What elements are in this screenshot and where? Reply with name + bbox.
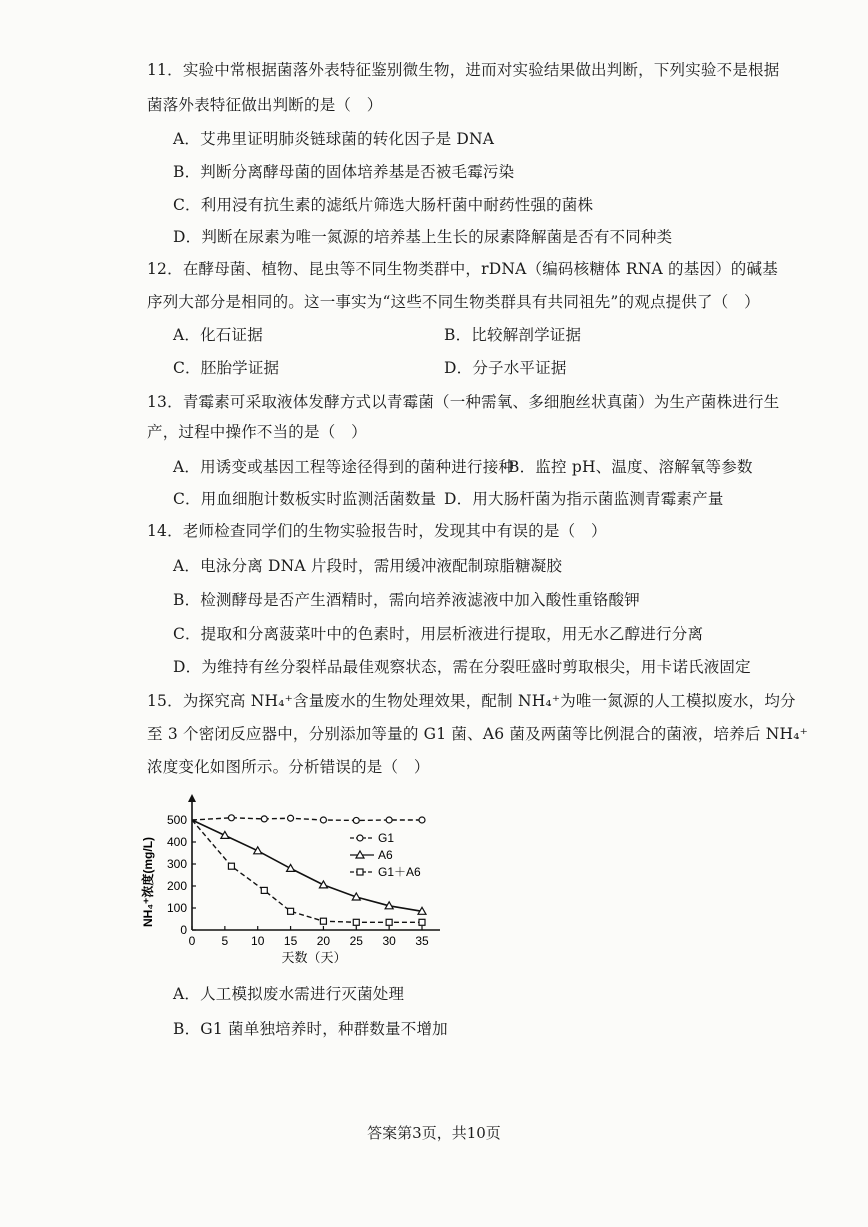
q13-option-a: A．用诱变或基因工程等途径得到的菌种进行接种 [173, 458, 515, 476]
q13-stem-line2: 产，过程中操作不当的是（ ） [147, 423, 367, 441]
q14-option-b: B．检测酵母是否产生酒精时，需向培养液滤液中加入酸性重铬酸钾 [173, 591, 640, 609]
data-point-triangle [319, 881, 327, 888]
data-point-circle [419, 817, 425, 823]
q12-option-c: C．胚胎学证据 [173, 359, 280, 377]
nh4-concentration-chart [140, 792, 460, 972]
chart-x-axis-label: 天数（天） [281, 951, 347, 966]
data-point-square [419, 919, 425, 925]
data-point-triangle [287, 864, 295, 871]
q12-option-d: D．分子水平证据 [444, 359, 567, 377]
q11-option-a: A．艾弗里证明肺炎链球菌的转化因子是 DNA [173, 130, 495, 148]
q15-option-a: A．人工模拟废水需进行灭菌处理 [173, 985, 405, 1003]
q15-stem-line1: 15．为探究高 NH₄⁺含量废水的生物处理效果，配制 NH₄⁺为唯一氮源的人工模拟废水，均分 [147, 692, 796, 710]
q13-option-b: B．监控 pH、温度、溶解氧等参数 [508, 458, 753, 476]
x-tick-label: 30 [382, 934, 396, 948]
chart-y-axis-label: NH₄⁺浓度(mg/L) [141, 836, 155, 928]
data-point-square [261, 887, 267, 893]
q14-option-c: C．提取和分离菠菜叶中的色素时，用层析液进行提取，用无水乙醇进行分离 [173, 625, 704, 643]
data-point-square [353, 919, 359, 925]
series-0 [192, 815, 425, 824]
data-point-circle [320, 817, 326, 823]
q15-option-b: B．G1 菌单独培养时，种群数量不增加 [173, 1020, 448, 1038]
y-axis-arrow [188, 794, 196, 802]
chart-legend [350, 831, 421, 879]
q11-stem-line2: 菌落外表特征做出判断的是（ ） [147, 96, 383, 114]
q11-stem-line1: 11．实验中常根据菌落外表特征鉴别微生物，进而对实验结果做出判断，下列实验不是根据 [147, 61, 780, 79]
q13-option-c: C．用血细胞计数板实时监测活菌数量 [173, 490, 437, 508]
page-footer: 答案第3页，共10页 [367, 1124, 501, 1142]
data-point-circle [261, 816, 267, 822]
data-point-square [386, 919, 392, 925]
data-point-circle [386, 817, 392, 823]
data-point-circle [288, 815, 294, 821]
x-tick-label: 0 [188, 934, 196, 948]
legend-label: G1 [378, 831, 395, 845]
q15-stem-line3: 浓度变化如图所示。分析错误的是（ ） [147, 758, 430, 776]
q14-option-d: D．为维持有丝分裂样品最佳观察状态，需在分裂旺盛时剪取根尖，用卡诺氏液固定 [173, 658, 751, 676]
q12-option-a: A．化石证据 [173, 326, 263, 344]
y-tick-label: 400 [166, 835, 187, 849]
q12-stem-line2: 序列大部分是相同的。这一事实为“这些不同生物类群具有共同祖先”的观点提供了（ ） [147, 293, 760, 311]
q14-stem: 14．老师检查同学们的生物实验报告时，发现其中有误的是（ ） [147, 522, 607, 540]
legend-label: A6 [378, 848, 393, 862]
x-tick-label: 20 [316, 934, 331, 948]
y-tick-label: 300 [166, 857, 187, 871]
y-tick-label: 200 [166, 879, 187, 893]
q13-stem-line1: 13．青霉素可采取液体发酵方式以青霉菌（一种需氧、多细胞丝状真菌）为生产菌株进行生 [147, 393, 780, 411]
data-point-circle [353, 817, 359, 823]
q12-stem-line1: 12．在酵母菌、植物、昆虫等不同生物类群中，rDNA（编码核糖体 RNA 的基因）的碱基 [147, 260, 778, 278]
q15-stem-line2: 至 3 个密闭反应器中，分别添加等量的 G1 菌、A6 菌及两菌等比例混合的菌液，培养后 NH₄⁺ [147, 725, 808, 743]
y-tick-label: 500 [166, 813, 187, 827]
q12-option-b: B．比较解剖学证据 [444, 326, 582, 344]
legend-label: G1＋A6 [378, 865, 421, 879]
data-point-square [228, 863, 234, 869]
x-tick-label: 35 [415, 934, 429, 948]
data-point-square [288, 908, 294, 914]
q11-option-d: D．判断在尿素为唯一氮源的培养基上生长的尿素降解菌是否有不同种类 [173, 228, 673, 246]
x-tick-label: 10 [251, 934, 265, 948]
y-tick-label: 0 [180, 923, 187, 937]
q11-option-c: C．利用浸有抗生素的滤纸片筛选大肠杆菌中耐药性强的菌株 [173, 196, 594, 214]
data-point-square [320, 918, 326, 924]
data-point-square [357, 869, 363, 875]
x-tick-label: 15 [283, 934, 298, 948]
data-point-circle [228, 815, 234, 821]
q13-option-d: D．用大肠杆菌为指示菌监测青霉素产量 [444, 490, 724, 508]
data-point-circle [357, 835, 363, 841]
q11-option-b: B．判断分离酵母菌的固体培养基是否被毛霉污染 [173, 163, 515, 181]
q14-option-a: A．电泳分离 DNA 片段时，需用缓冲液配制琼脂糖凝胶 [173, 557, 563, 575]
x-tick-label: 25 [349, 934, 363, 948]
x-tick-label: 5 [221, 934, 229, 948]
y-tick-label: 100 [166, 901, 187, 915]
